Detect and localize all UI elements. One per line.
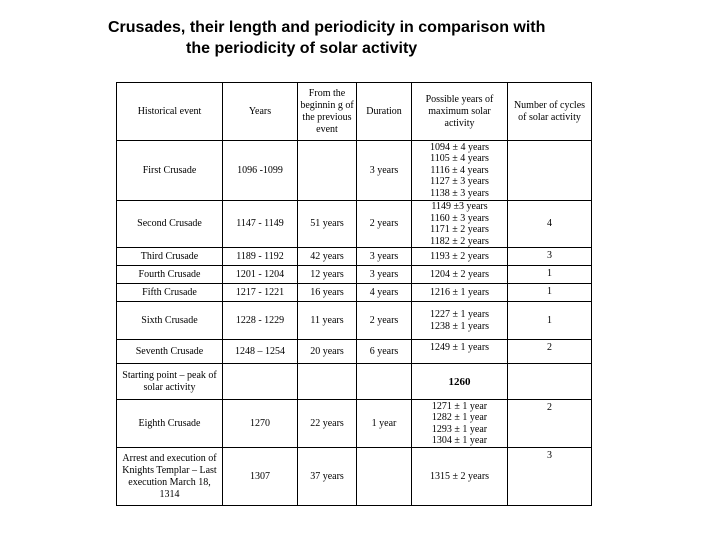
solar-year: 1127 ± 3 years xyxy=(430,176,489,188)
event-cell: Third Crusade xyxy=(117,248,223,266)
cycles-cell: 1 xyxy=(508,284,592,302)
from-prev-cell: 37 years xyxy=(298,448,357,506)
cycles-cell: 2 xyxy=(508,400,592,448)
header-cell: From the beginnin g of the previous event xyxy=(298,83,357,141)
solar-years-cell xyxy=(412,302,508,340)
solar-years-cell: 1260 xyxy=(412,364,508,400)
solar-years-cell: 1216 ± 1 years xyxy=(412,284,508,302)
years-cell: 1228 - 1229 xyxy=(223,302,298,340)
duration-cell: 2 years xyxy=(357,201,412,248)
from-prev-cell: 11 years xyxy=(298,302,357,340)
solar-year: 1282 ± 1 year xyxy=(431,412,488,423)
cycles-cell: 3 xyxy=(508,448,592,506)
solar-year: 1271 ± 1 year xyxy=(431,400,488,412)
table-row xyxy=(117,141,592,201)
table-row xyxy=(117,400,592,448)
solar-year: 1238 ± 1 years xyxy=(429,320,490,332)
table-row xyxy=(117,201,592,248)
solar-year: 1182 ± 2 years xyxy=(430,235,489,247)
event-cell: Fifth Crusade xyxy=(117,284,223,302)
cycles-cell xyxy=(508,364,592,400)
solar-year: 1227 ± 1 years xyxy=(429,309,490,320)
event-cell: Sixth Crusade xyxy=(117,302,223,340)
cycles-cell: 1 xyxy=(508,302,592,340)
from-prev-cell: 20 years xyxy=(298,340,357,364)
header-cell: Number of cycles of solar activity xyxy=(508,83,592,141)
event-cell: Second Crusade xyxy=(117,201,223,248)
from-prev-cell: 51 years xyxy=(298,201,357,248)
event-cell: Seventh Crusade xyxy=(117,340,223,364)
event-cell: Eighth Crusade xyxy=(117,400,223,448)
from-prev-cell: 16 years xyxy=(298,284,357,302)
years-cell: 1270 xyxy=(223,400,298,448)
from-prev-cell xyxy=(298,364,357,400)
years-cell: 1217 - 1221 xyxy=(223,284,298,302)
event-cell: Starting point – peak of solar activity xyxy=(117,364,223,400)
table-row xyxy=(117,448,592,506)
cycles-cell: 4 xyxy=(508,201,592,248)
from-prev-cell: 42 years xyxy=(298,248,357,266)
duration-cell: 2 years xyxy=(357,302,412,340)
table-row xyxy=(117,340,592,364)
years-cell: 1096 -1099 xyxy=(223,141,298,201)
solar-year: 1171 ± 2 years xyxy=(430,224,489,235)
years-cell xyxy=(223,364,298,400)
from-prev-cell xyxy=(298,141,357,201)
solar-years-cell xyxy=(412,400,508,448)
cycles-cell: 1 xyxy=(508,266,592,284)
solar-years-cell: 1193 ± 2 years xyxy=(412,248,508,266)
solar-years-cell: 1204 ± 2 years xyxy=(412,266,508,284)
event-cell: First Crusade xyxy=(117,141,223,201)
header-row xyxy=(117,83,592,141)
header-cell: Duration xyxy=(357,83,412,141)
duration-cell: 3 years xyxy=(357,266,412,284)
solar-year: 1304 ± 1 year xyxy=(431,435,488,446)
years-cell: 1189 - 1192 xyxy=(223,248,298,266)
table-row xyxy=(117,248,592,266)
table-row xyxy=(117,302,592,340)
crusades-table xyxy=(116,82,592,506)
table-row xyxy=(117,364,592,400)
solar-years-cell xyxy=(412,141,508,201)
duration-cell: 1 year xyxy=(357,400,412,448)
years-cell: 1147 - 1149 xyxy=(223,201,298,248)
event-cell: Fourth Crusade xyxy=(117,266,223,284)
solar-years-cell: 1249 ± 1 years xyxy=(412,340,508,364)
solar-year: 1149 ±3 years xyxy=(431,201,488,212)
solar-year: 1160 ± 3 years xyxy=(430,212,489,224)
cycles-cell: 2 xyxy=(508,340,592,364)
duration-cell: 3 years xyxy=(357,141,412,201)
solar-year: 1116 ± 4 years xyxy=(430,164,489,176)
table-row xyxy=(117,266,592,284)
from-prev-cell: 12 years xyxy=(298,266,357,284)
years-cell: 1307 xyxy=(223,448,298,506)
title-line-1: Crusades, their length and periodicity in comparison with xyxy=(108,19,546,36)
solar-year: 1138 ± 3 years xyxy=(430,187,489,199)
header-cell: Historical event xyxy=(117,83,223,141)
event-cell: Arrest and execution of Knights Templar – Last execution March 18, 1314 xyxy=(117,448,223,506)
solar-years-cell: 1315 ± 2 years xyxy=(412,448,508,506)
years-cell: 1248 – 1254 xyxy=(223,340,298,364)
solar-years-cell xyxy=(412,201,508,248)
cycles-cell: 3 xyxy=(508,248,592,266)
duration-cell xyxy=(357,448,412,506)
years-cell: 1201 - 1204 xyxy=(223,266,298,284)
cycles-cell xyxy=(508,141,592,201)
title-line-2: the periodicity of solar activity xyxy=(186,40,418,57)
duration-cell: 3 years xyxy=(357,248,412,266)
duration-cell: 6 years xyxy=(357,340,412,364)
solar-year: 1105 ± 4 years xyxy=(430,153,489,165)
table-row xyxy=(117,284,592,302)
header-cell: Possible years of maximum solar activity xyxy=(412,83,508,141)
duration-cell xyxy=(357,364,412,400)
duration-cell: 4 years xyxy=(357,284,412,302)
header-cell: Years xyxy=(223,83,298,141)
solar-year: 1293 ± 1 year xyxy=(431,423,488,435)
solar-year: 1094 ± 4 years xyxy=(429,141,490,153)
from-prev-cell: 22 years xyxy=(298,400,357,448)
